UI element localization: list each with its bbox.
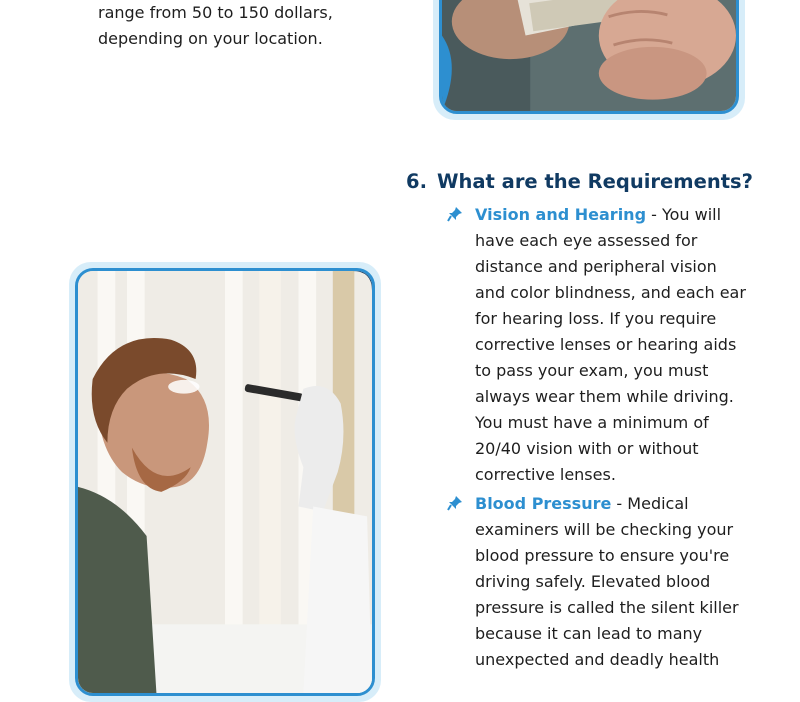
pushpin-icon <box>447 206 463 222</box>
requirement-vision-hearing <box>447 202 747 488</box>
section-title: What are the Requirements? <box>437 170 753 193</box>
section-number: 6. <box>406 170 427 193</box>
intro-line-2: depending on your location. <box>98 29 323 48</box>
requirement-blood-pressure <box>447 491 747 673</box>
requirements-heading <box>406 170 753 193</box>
cash-photo <box>439 0 739 114</box>
requirement-text: - Medical examiners will be checking your blood pressure to ensure you're driving safely. Elevated blood pressure is called the silent killer because it can lead to many unexpected and deadly health <box>475 494 739 669</box>
eye-exam-illustration <box>78 271 372 693</box>
eye-exam-photo <box>75 268 375 696</box>
intro-paragraph <box>98 0 398 52</box>
intro-line-1: range from 50 to 150 dollars, <box>98 3 333 22</box>
cash-photo-frame <box>433 0 745 120</box>
requirement-term: Vision and Hearing <box>475 205 647 224</box>
requirements-list <box>447 202 747 676</box>
cash-photo-illustration <box>442 0 736 111</box>
pushpin-icon <box>447 495 463 511</box>
requirement-term: Blood Pressure <box>475 494 612 513</box>
requirement-text: - You will have each eye assessed for distance and peripheral vision and color blindness, and each ear for hearing loss. If you require corrective lenses or hearing aids to pass your exam, you must always wear them while driving. You must have a minimum of 20/40 vision with or without corrective lenses. <box>475 205 746 484</box>
eye-exam-photo-frame <box>69 262 381 702</box>
